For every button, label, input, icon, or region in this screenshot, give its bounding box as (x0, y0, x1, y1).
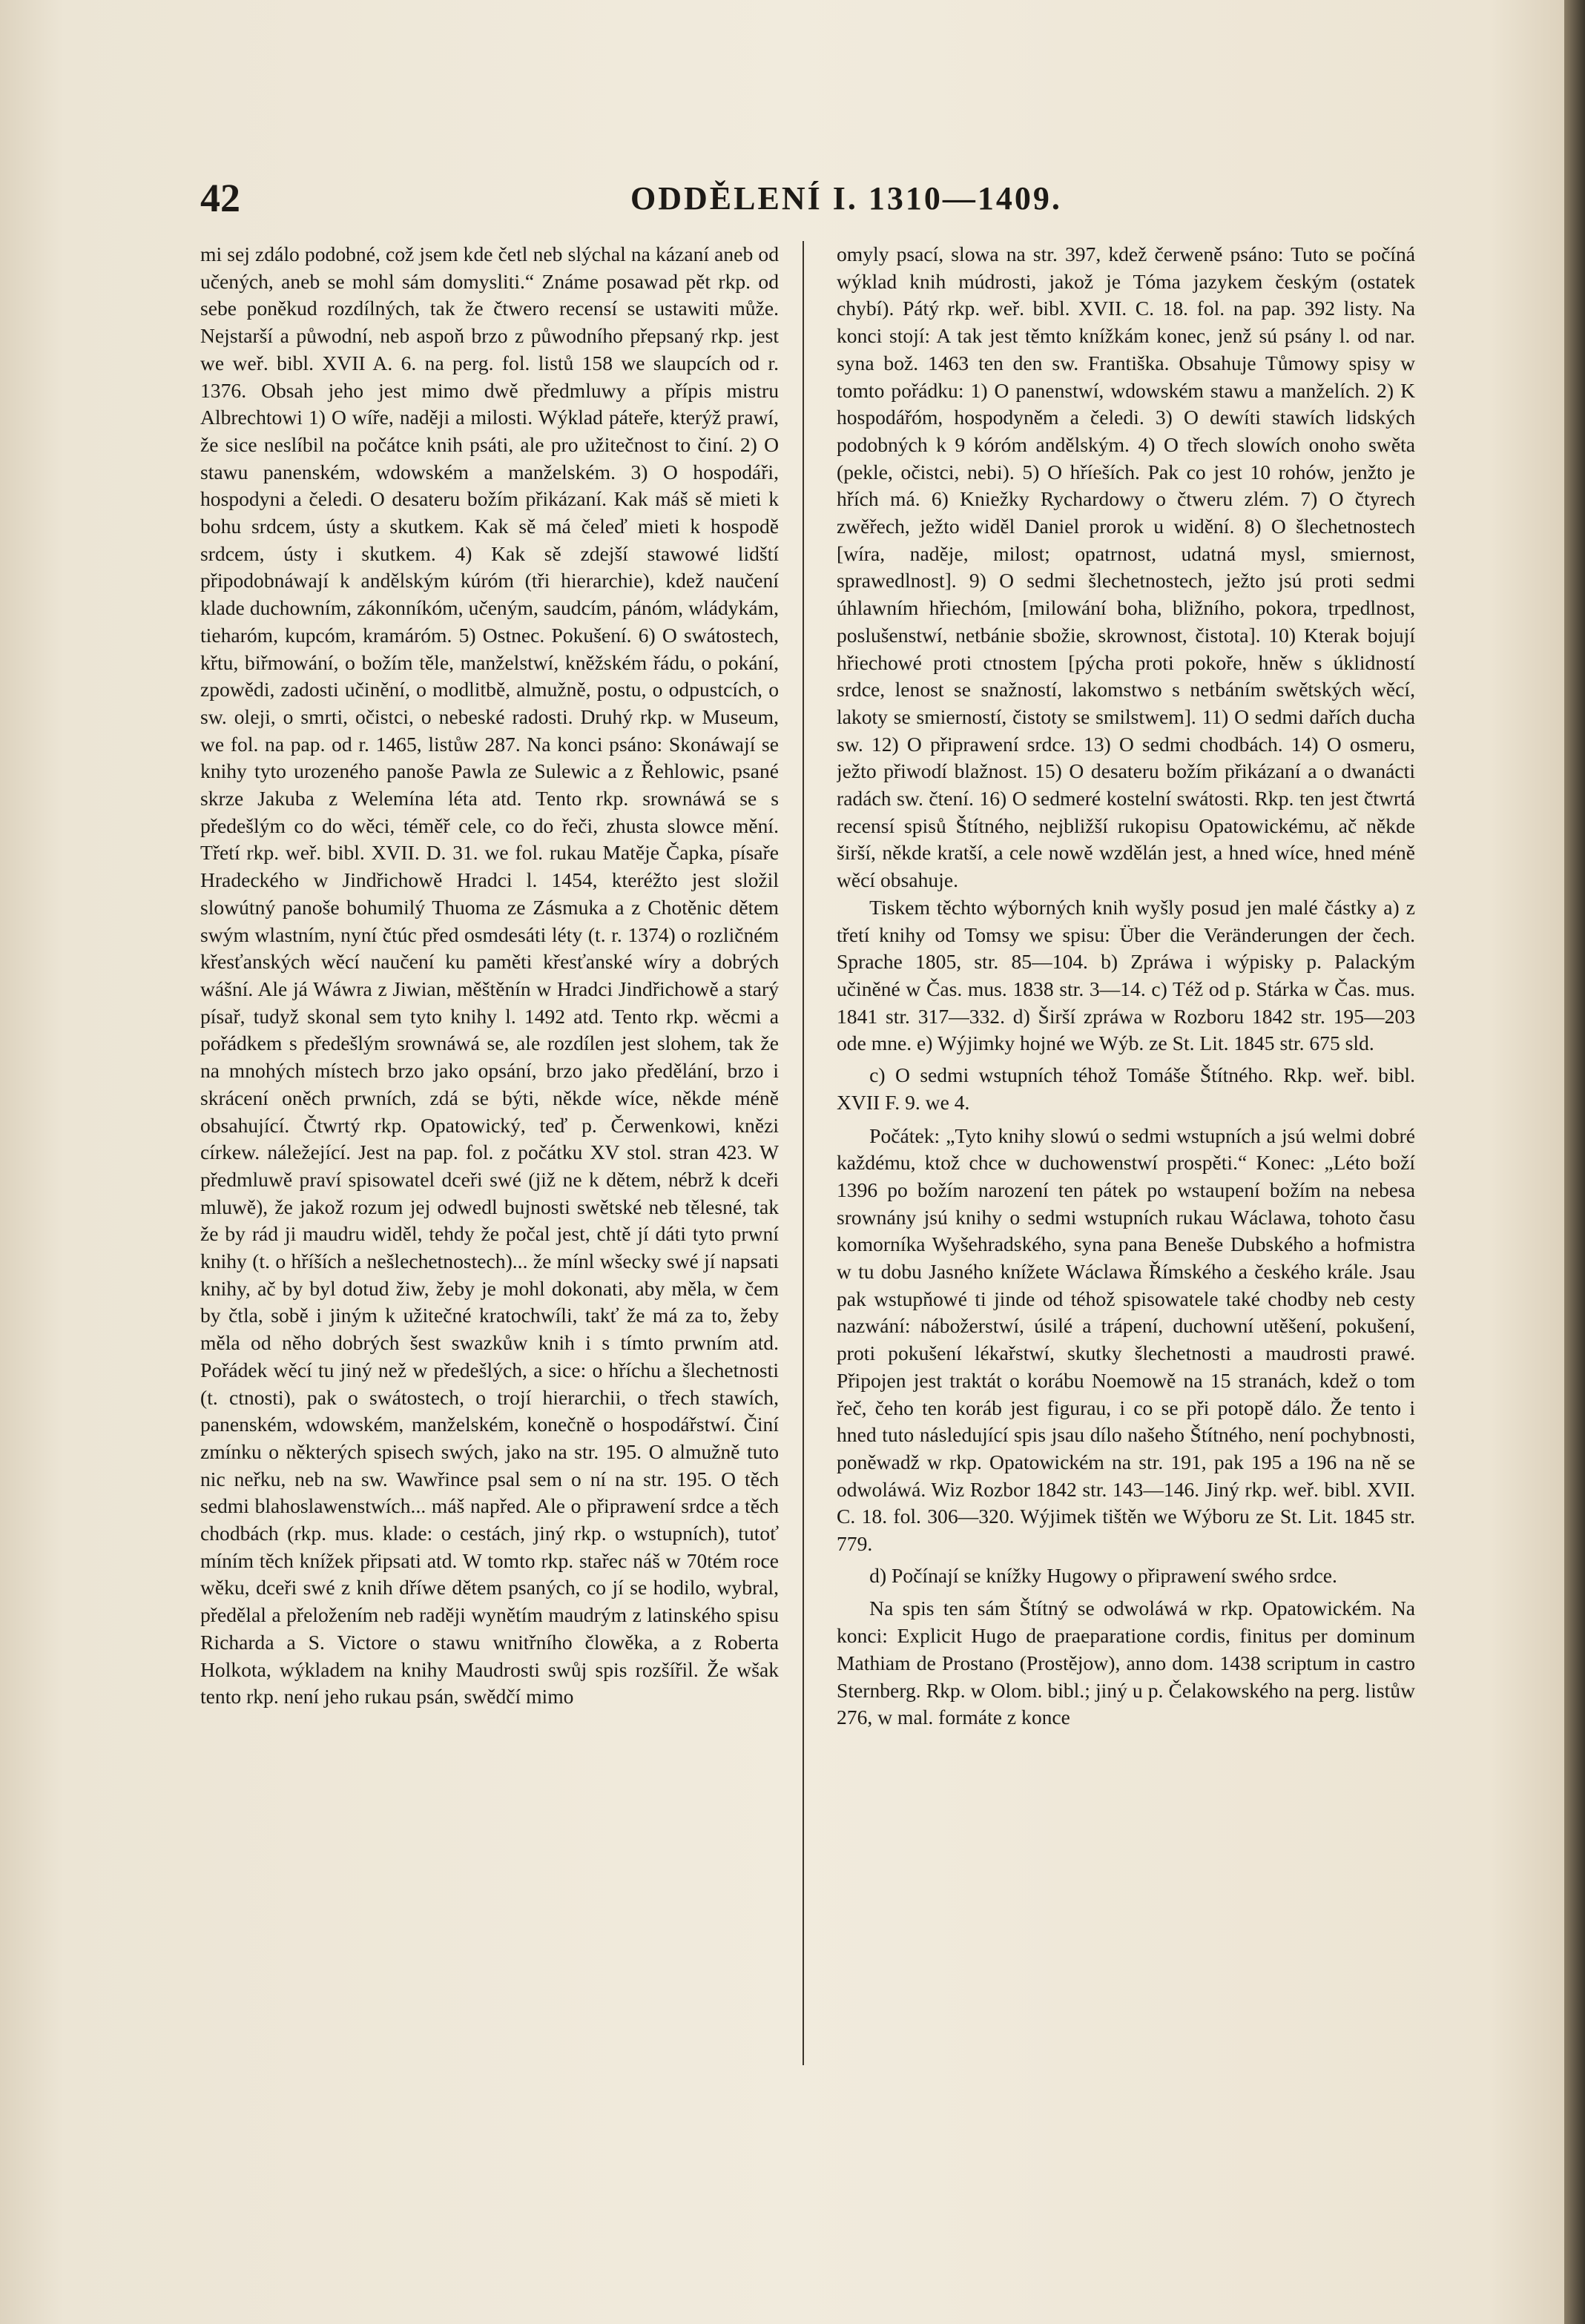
running-title: ODDĚLENÍ I. 1310—1409. (630, 180, 1062, 217)
right-para-2: Tiskem těchto wýborných knih wyšly posud jen malé částky a) z třetí knihy od Tomsy we spisu: Über die Veränderungen der čech. Sprache 1805, str. 85—104. b) Zpráwa i wýpisky p. Palackým učiněné w Čas. mus. 1838 str. 3—14. c) Též od p. Stárka w Čas. mus. 1841 str. 317—332. d) Širší zpráwa w Rozboru 1842 str. 195—203 ode mne. e) Wýjimky hojné we Wýb. ze St. Lit. 1845 str. 675 sld. (837, 895, 1415, 1055)
section-heading-c: c) O sedmi wstupních téhož Tomáše Štítného. Rkp. weř. bibl. XVII F. 9. we 4. (837, 1063, 1415, 1114)
column-divider (803, 241, 804, 2065)
left-column (200, 241, 779, 2065)
page-header (200, 175, 1431, 219)
right-column (837, 241, 1415, 2065)
left-column-text: mi sej zdálo podobné, což jsem kde četl neb slýchal na kázaní aneb od učených, aneb se mohl sám domysliti.“ Známe posawad pět rkp. od sebe poněkud rozdílných, tak že čtwero recensí se ustawiti může. Nejstarší a půwodní, neb aspoň brzo z půwodního přepsaný rkp. jest we weř. bibl. XVII A. 6. na perg. fol. listů 158 we slaupcích od r. 1376. Obsah jeho jest mimo dwě předmluwy a přípis mistru Albrechtowi 1) O wíře, naději a milosti. Wýklad páteře, kterýž prawí, že sice neslíbil na počátce knih psáti, ale pro užitečnost to činí. 2) O stawu panenském, wdowském a manželském. 3) O hospodáři, hospodyni a čeledi. O desateru božím přikázaní. Kak máš sě mieti k bohu srdcem, ústy a skutkem. Kak sě má čeleď mieti k hospodě srdcem, ústy i skutkem. 4) Kak sě zdejší stawowé lidští připodobnáwají k andělským kúróm (tři hierarchie), kdež naučení klade duchowním, zákonníkóm, učeným, saudcím, pánóm, wládykám, tieharóm, kupcóm, kramáróm. 5) Ostnec. Pokušení. 6) O swátostech, křtu, biřmowání, o božím těle, manželstwí, kněžském řádu, o pokání, zpowědi, zadosti učinění, o modlitbě, almužně, postu, o odpustcích, o sw. oleji, o smrti, očistci, o nebeské radosti. Druhý rkp. w Museum, we fol. na pap. od r. 1465, listůw 287. Na konci psáno: Skonáwají se knihy tyto urozeného panoše Pawla ze Sulewic a z Řehlowic, psané skrze Jakuba z Welemína léta atd. Tento rkp. srownáwá se s předešlým co do wěci, téměř cele, co do řeči, zhusta slowce mění. Třetí rkp. weř. bibl. XVII. D. 31. we fol. rukau Matěje Čapka, písaře Hradeckého w Jindřichowě Hradci l. 1454, kteréžto jest složil slowútný panoše bohumilý Thuoma ze Zásmuka a z Chotěnic dětem swým wlastním, nyní čtúc před osmdesáti léty (t. r. 1374) o rozličném křesťanských wěcí naučení ku paměti křesťanské wíry a dobrých wášní. Ale já Wáwra z Jiwian, měštěnín w Hradci Jindřichowě a starý písař, tudyž skonal sem tyto knihy l. 1492 atd. Tento rkp. wěcmi a pořádkem s předešlým srownáwá se, ale rozdílen jest slohem, tak že na mnohých místech brzo jako opsání, brzo jako předělání, brzo i skrácení oněch prwních, zdá se býti, někde wíce, někde méně obsahující. Čtwrtý rkp. Opatowický, teď p. Čerwenkowi, knězi církew. náležející. Jest na pap. fol. z počátku XV stol. stran 423. W předmluwě praví spisowatel dceři swé (již ne k dětem, nébrž k dceři mluwě), že jakož rozum jej odwedl bujnosti swětské neb tělesné, tak že by rád ji maudru widěl, tehdy že počal jest, chtě jí dáti tyto prwní knihy (t. o hříších a nešlechetnostech)... že mínl wšecky swé jí napsati knihy, ač by byl dotud žiw, žeby je mohl dokonati, aby měla, w čem by čtla, sobě i jiným k užitečné kratochwíli, takť že má za to, žeby měla od něho dobrých šest swazkůw knih i s tímto prwním atd. Pořádek wěcí tu jiný než w předešlých, a sice: o hříchu a šlechetnosti (t. ctnosti), pak o swátostech, o trojí hierarchii, o třech stawích, panenském, wdowském, manželském, konečně o hospodářstwí. Činí zmínku o některých spisech swých, jako na str. 195. O almužně tuto nic neřku, neb na sw. Wawřince psal sem o ní na str. 195. O těch sedmi blahoslawenstwích... máš napřed. Ale o připrawení srdce a těch chodbách (rkp. mus. klade: o cestách, jiný rkp. o wstupních), tutoť míním těch knížek připsati atd. W tomto rkp. stařec náš w 70tém roce wěku, dceři swé z knih dříwe dětem psaných, co jí se hodilo, wybral, předělal a přeložením neb raději wynětím maudrým z latinského spisu Richarda a S. Victore o stawu wnitřního člowěka, a z Roberta Holkota, wýkladem na knihy Maudrosti swůj spis rozšířil. Že wšak tento rkp. není jeho rukau psán, swědčí mimo (200, 242, 779, 1709)
right-para-1: omyly psací, slowa na str. 397, kdež čerweně psáno: Tuto se počíná wýklad knih múdrosti, jakož je Tóma jazykem českým (ostatek chybí). Pátý rkp. weř. bibl. XVII. C. 18. fol. na pap. 392 listy. Na konci stojí: A tak jest těmto knížkám konec, jenž sú psány l. od nar. syna bož. 1463 ten den sw. Františka. Obsahuje Tůmowy spisy w tomto pořádku: 1) O panenstwí, wdowském stawu a manželích. 2) K hospodářóm, hospodyněm a čeledi. 3) O dewíti stawích lidských podobných k 9 kóróm andělským. 4) O třech slowích onoho swěta (pekle, očistci, nebi). 5) O hříeších. Pak co jest 10 rohów, jenžto je hřích má. 6) Kniežky Rychardowy o čtweru zlém. 7) O čtyrech zwěřech, ježto widěl Daniel prorok u widění. 8) O šlechetnostech [wíra, naděje, milost; opatrnost, udatná mysl, smiernost, sprawedlnost]. 9) O sedmi šlechetnostech, ježto jsú proti sedmi úhlawním hřiechóm, [milowání boha, bližního, pokora, trpedlnost, poslušenstwí, netbánie sbožie, skrownost, čistota]. 10) Kterak bojují hřiechowé proti ctnostem [pýcha proti pokoře, hněw s úklidností srdce, lenost se snažností, lakomstwo s netbáním swětských wěcí, lakoty se smierností, čistoty se smilstwem]. 11) O sedmi dařích ducha sw. 12) O připrawení srdce. 13) O sedmi chodbách. 14) O osmeru, ježto přiwodí blažnost. 15) O desateru božím přikázaní a o dwanácti radách sw. čtení. 16) O sedmeré kostelní swátosti. Rkp. ten jest čtwrtá recensí spisů Štítného, nejbližší rukopisu Opatowickému, ač někde širší, někde kratší, a cele nowě wzdělán jest, a hned wíce, hned méně wěcí obsahuje. (837, 242, 1415, 892)
section-heading-d: d) Počínají se knížky Hugowy o připrawení swého srdce. (869, 1563, 1337, 1587)
page-number: 42 (200, 176, 240, 220)
right-para-3: Počátek: „Tyto knihy slowú o sedmi wstupních a jsú welmi dobré každému, ktož chce w duchowenstwí prospěti.“ Konec: „Léto boží 1396 po božím narození ten pátek po wstaupení božím na nebesa srownány jsú knihy o sedmi wstupních rukau Wáclawa, tohoto času komorníka Wyšehradského, syna pana Beneše Dubského a hofmistra w tu dobu Jasného knížete Wáclawa Římského a českého krále. Jsau pak wstupňowé ti jinde od téhož spisowatele také chodby neb cesty nazwání: nábožerstwí, úsilé a trápení, duchowní utěšení, pokušení, proti pokušení lékařstwí, skutky šlechetnosti a maudrosti prawé. Připojen jest traktát o korábu Noemowě na 15 stranách, kdež o tom řeč, čeho ten koráb jest figurau, i co se při potopě dálo. Že tento i hned tuto následující spis jsau dílo našeho Štítného, není pochybnosti, poněwadž w rkp. Opatowickém na str. 191, pak 195 a 196 na ně se odwoláwá. Wiz Rozbor 1842 str. 143—146. Jiný rkp. weř. bibl. XVII. C. 18. fol. 306—320. Wýjimek tištěn we Wýboru ze St. Lit. 1845 str. 779. (837, 1123, 1415, 1556)
right-para-4: Na spis ten sám Štítný se odwoláwá w rkp. Opatowickém. Na konci: Explicit Hugo de praeparatione cordis, finitus per dominum Mathiam de Prostano (Prostějow), anno dom. 1438 scriptum in castro Sternberg. Rkp. w Olom. bibl.; jiný u p. Čelakowského na perg. listůw 276, w mal. formáte z konce (837, 1597, 1415, 1729)
book-binding-edge (1564, 0, 1585, 2324)
